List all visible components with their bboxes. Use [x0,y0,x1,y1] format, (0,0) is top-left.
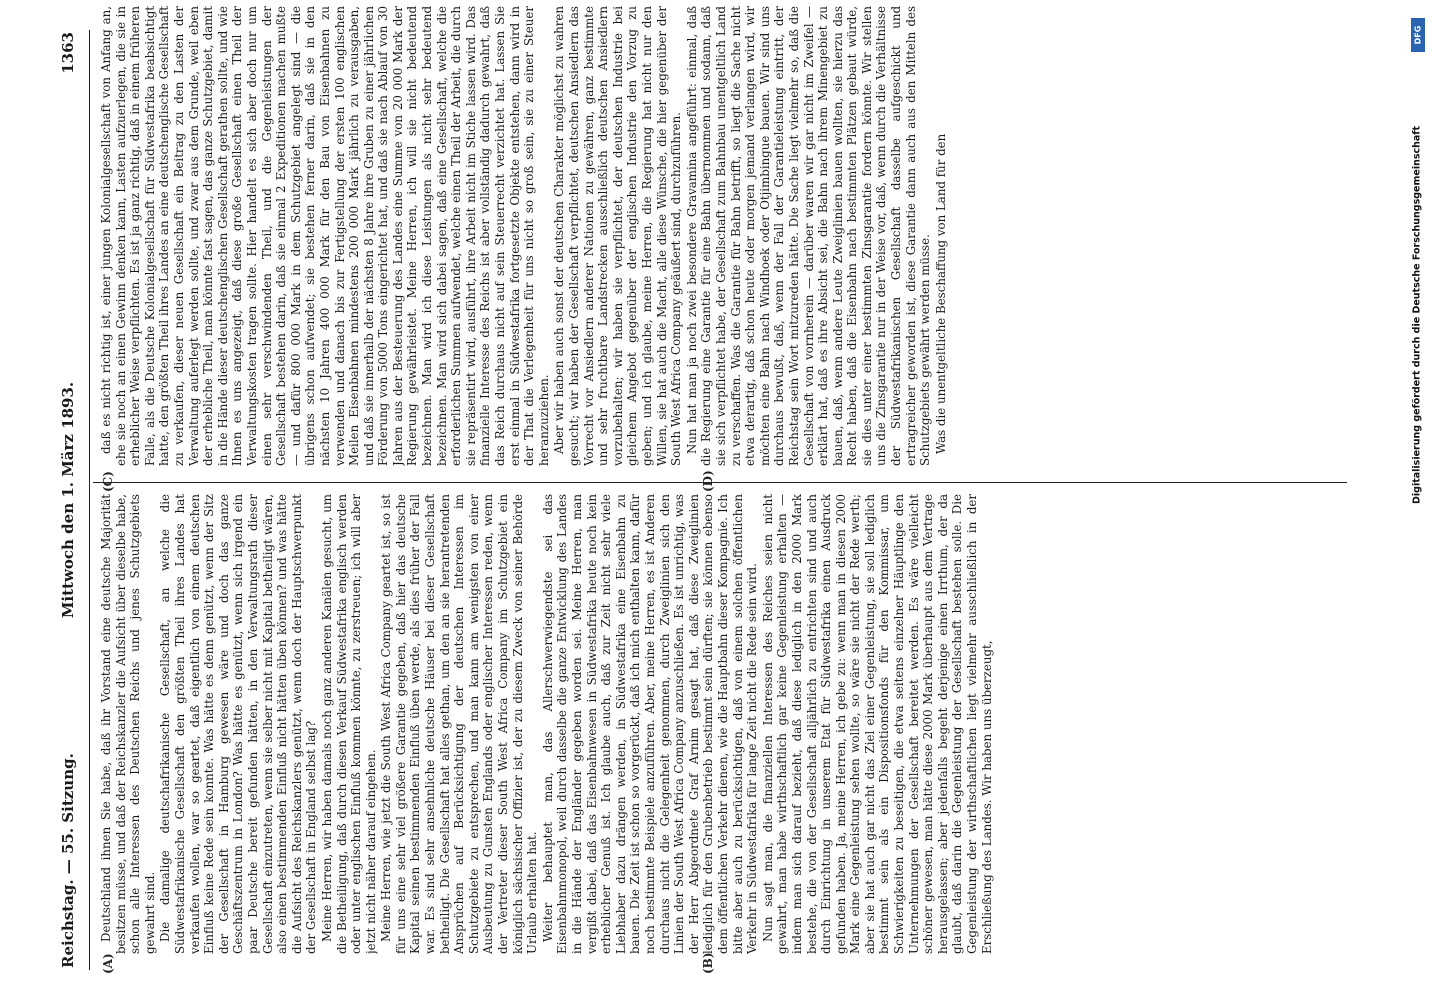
paragraph: Meine Herren, wie jetzt die South West Africa Company geartet ist, so ist für uns eine sehr viel größere Garantie gegeben, daß hier das deutsche Kapital seinen bestimmenden Einfluß üben werde, als dies früher der Fall war. Es sind sehr ansehnliche deutsche Häuser bei dieser Gesellschaft betheiligt. Die Gesellschaft hat alles gethan, um den an sie herantretenden Ansprüchen auf Berücksichtigung der deutschen Interessen im Schutzgebiete zu entsprechen, und man kann am wenigsten von einer Ausbeutung zu Gunsten Englands oder englischer Interessen reden, wenn der Vertreter dieser South West Africa Company im Schutzgebiet ein königlich sächsischer Offizier ist, der zu diesem Zweck von seiner Behörde Urlaub erhalten hat. [379,494,540,954]
paragraph: Aber wir haben auch sonst der deutschen Charakter möglichst zu wahren gesucht; wir haben der Gesellschaft verpflichtet, deutschen Ansiedlern das Vorrecht vor Ansiedlern anderer Nationen zu gewähren, ganz bestimmte und sehr fruchtbare Landstrecken ausschließlich deutschen Ansiedlern vorzubehalten; wir haben sie verpflichtet, der deutschen Industrie bei gleichem Angebot gegenüber der englischen Industrie den Vorzug zu geben; und ich glaube, meine Herren, die Regierung hat nicht nur den Willen, sie hat auch die Macht, alle diese Wünsche, die hier gegenüber der South West Africa Company geäußert sind, durchzuführen. [552,6,684,466]
header-page-number: 1363 [59,32,77,74]
marker-d: (D) [701,470,715,492]
paragraph: Die damalige deutschafrikanische Gesellschaft, an welche die Südwestafrikanische Gesellschaft den größten Theil ihres Landes hat verkaufen wollen, war so geartet, daß eigentlich von einem deutschen Einfluß keine Rede sein konnte. Was hätte es denn genützt, wenn der Sitz der Gesellschaft in Hamburg gewesen wäre und doch das ganze Geschäftszentrum in London? Was hätte es genützt, wenn sich irgend ein paar Deutsche bereit gefunden hätten, in den Verwaltungsrath dieser Gesellschaft einzutreten, wenn sie selber nicht mit Kapital betheiligt wären, also einen bestimmenden Einfluß nicht hätten üben können? und was hätte die Aufsicht des Reichskanzlers genützt, wenn doch der Hauptschwerpunkt der Gesellschaft in England selbst lag? [158,494,319,954]
header-session: Reichstag. — 55. Sitzung. [59,753,77,968]
paragraph: Was die unentgeltliche Beschaffung von Land für den [933,133,948,454]
paragraph: Meine Herren, wir haben damals noch ganz anderen Kanälen gesucht, um die Betheiligung, daß durch diesen Verkauf Südwestafrika englisch werden oder unter englischen Einfluß kommen könnte, zu zerstreuen; ich will aber jetzt nicht näher darauf eingehen. [319,494,378,954]
header-date: Mittwoch den 1. März 1893. [59,381,77,619]
paragraph: Weiter behauptet man, das Allerschwerwiegendste sei das Eisenbahnmonopol, weil durch dasselbe die ganze Entwicklung des Landes in die Hände der Engländer gegeben worden sei. Meine Herren, man vergißt dabei, daß das Eisenbahnwesen in Südwestafrika heute noch kein erheblicher Genuß ist. Ich glaube auch, daß zur Zeit nicht sehr viele Liebhaber dazu drängen werden, in Südwestafrika eine Eisenbahn zu bauen. Die Zeit ist schon so vorgerückt, daß ich mich enthalten kann, dafür noch bestimmte Beispiele anzuführen. Aber, meine Herren, es ist Anderen durchaus nicht die Gelegenheit genommen, durch Zweiglinien sich den Linien der South West Africa Company anzuschließen. Es ist unrichtig, was der Herr Abgeordnete Graf Arnim gesagt hat, daß diese Zweiglinien lediglich für den Grubenbetrieb bestimmt sein dürften; sie können ebenso dem öffentlichen Verkehr dienen, wie die Hauptbahn dieser Kompagnie. Ich bitte aber auch zu berücksichtigen, daß von einem solchen öffentlichen Verkehr in Südwestafrika für lange Zeit nicht die Rede sein wird. [540,494,760,954]
paragraph: Nun sagt man, die finanziellen Interessen des Reiches seien nicht gewahrt, man habe wirthschaftlich gar keine Gegenleistung erhalten — indem man sich darauf bezieht, daß diese lediglich in den 2000 Mark bestehe, die von der Gesellschaft alljährlich zu entrichten sind und auch durch Einrichtung in unserem Etat für Südwestafrika einen Ausdruck gefunden haben. Ja, meine Herren, ich gebe zu: wenn man in diesen 2000 Mark eine Gegenleistung sehen wollte, so wäre sie nicht der Rede werth; aber sie hat auch gar nicht das Ziel einer Gegenleistung, sie soll lediglich bestimmt sein als ein Dispositionsfonds für den Kommissar, um Schwierigkeiten zu beseitigen, die etwa seitens einzelner Häuptlinge den Unternehmungen der Gesellschaft bereitet werden. Es wäre vielleicht schöner gewesen, man hätte diese 2000 Mark überhaupt aus dem Vertrage herausgelassen; aber jedenfalls begeht derjenige einen Irrthum, der da glaubt, daß darin die Gegenleistung der Gesellschaft bestehen solle. Die Gegenleistung der wirthschaftlichen liegt vielmehr ausschließlich in der Erschließung des Landes. Wir haben uns überzeugt, [760,494,994,954]
header-rule [89,30,90,970]
right-column [99,6,1339,466]
marker-a: (A) [101,953,115,974]
dfg-logo-text: DFG [1413,25,1423,45]
digitization-credit-text: Digitalisierung gefördert durch die Deutsche Forschungsgemeinschaft [1411,126,1423,504]
digitization-credit [1408,30,1426,600]
page-header [59,32,85,968]
paragraph: Deutschland ihnen Sie habe, daß ihr Vorstand eine deutsche Majorität besitzen müsse, und daß der Reichskanzler die Aufsicht über dieselbe habe, schon alle Interessen des Deutschen Reichs und jenes Schutzgebiets gewahrt sind. [99,494,157,954]
column-divider [93,482,1347,483]
left-column [99,494,1339,954]
paragraph: daß es nicht richtig ist, einer jungen Kolonialgesellschaft von Anfang an, ehe sie noch an einen Gewinn denken kann, Lasten aufzuerlegen, die sie in erheblicher Weise verpflichten. Es ist ja ganz richtig, daß in einem früheren Falle, als die Deutsche Kolonialgesellschaft für Südwestafrika beabsichtigt hatte, den größten Theil ihres Landes an eine deutschenglische Gesellschaft zu verkaufen, dieser neuen Gesellschaft ein Beitrag zu den Lasten der Verwaltung auferlegt werden sollte, und zwar aus dem Grunde, weil eben der erhebliche Theil, man könnte fast sagen, das ganze Schutzgebiet, damit in die Hände dieser deutschenglischen Gesellschaft gerathen sollte, und wie Ihnen es uns angezeigt, daß diese große Gesellschaft einen Theil der Verwaltungskosten tragen sollte. Hier handelt es sich aber doch nur um einen sehr verschwindenden Theil, und die Gegenleistungen der Gesellschaft bestehen darin, daß sie einmal 2 Expeditionen machen mußte — und dafür 800 000 Mark in dem Schutzgebiet angelegt sind — die übrigens schon aufwendet; sie bestehen ferner darin, daß sie in den nächsten 10 Jahren 400 000 Mark für den Bau von Eisenbahnen zu verwenden und danach bis zur Fertigstellung der ersten 100 englischen Meilen Eisenbahnen mindestens 200 000 Mark jährlich zu verausgaben, und daß sie innerhalb der nächsten 8 Jahre ihre Gruben zu einer jährlichen Förderung von 5000 Tons eingerichtet hat, und daß sie nach Ablauf von 30 Jahren aus der Besteuerung des Landes eine Summe von 20 000 Mark der Regierung gewährleistet. Meine Herren, ich will sie nicht bedeutend bezeichnen. Man wird ich diese Leistungen als nicht sehr bedeutend bezeichnen. Man wird sich dabei sagen, daß eine Gesellschaft, welche die erforderlichen Summen aufwendet, welche einen Theil der Arbeit, die durch sie repräsentirt wird, ausführt, ihre Arbeit nicht im Stiche lassen wird. Das finanzielle Interesse des Reichs ist aber vollständig dadurch gewahrt, daß das Reich durchaus nicht auf sein Steuerrecht verzichtet hat. Lassen Sie erst einmal in Südwestafrika fortgesetzte Objekte entstehen, dann wird in der That die Verlegenheit für uns nicht so groß sein, sie zu einer Steuer heranzuziehen. [99,6,551,466]
marker-c: (C) [101,471,115,492]
marker-b: (B) [701,952,715,974]
newspaper-page [21,6,1411,980]
paragraph: Nun hat man ja noch zwei besondere Gravamina angeführt: einmal, daß die Regierung eine Garantie für eine Bahn übernommen und sodann, daß sie sich verpflichtet habe, der Gesellschaft zum Bahnbau unentgeltlich Land zu verschaffen. Was die Garantie für Bahn betrifft, so liegt die Sache nicht etwa derartig, daß schon heute oder morgen jemand verlangen wird, wir möchten eine Bahn nach Windhoek oder Otjimbingue bauen. Wir sind uns durchaus bewußt, daß, wenn der Fall der Garantieleistung eintritt, der Reichstag sein Wort mitzureden hätte. Die Sache liegt vielmehr so, daß die Gesellschaft von vornherein — darüber waren wir gar nicht im Zweifel — erklärt hat, daß es ihre Absicht sei, die Bahn nach ihrem Minengebiet zu bauen, daß, wenn andere Leute Zweiglinien bauen wollten, sie hierzu das Recht haben, daß die Eisenbahn nach bestimmten Plätzen gebaut würde, sie dies unter einer bestimmten Zinsgarantie fordern könnte. Wir stellen uns die Zinsgarantie nur in der Weise vor, daß, wenn durch die Verhältnisse der Südwestafrikanischen Gesellschaft dasselbe aufgeschickt und ertragreicher geworden ist, diese Garantie dann auch aus den Mitteln des Schutzgebiets gewährt werden müsse. [684,6,933,466]
